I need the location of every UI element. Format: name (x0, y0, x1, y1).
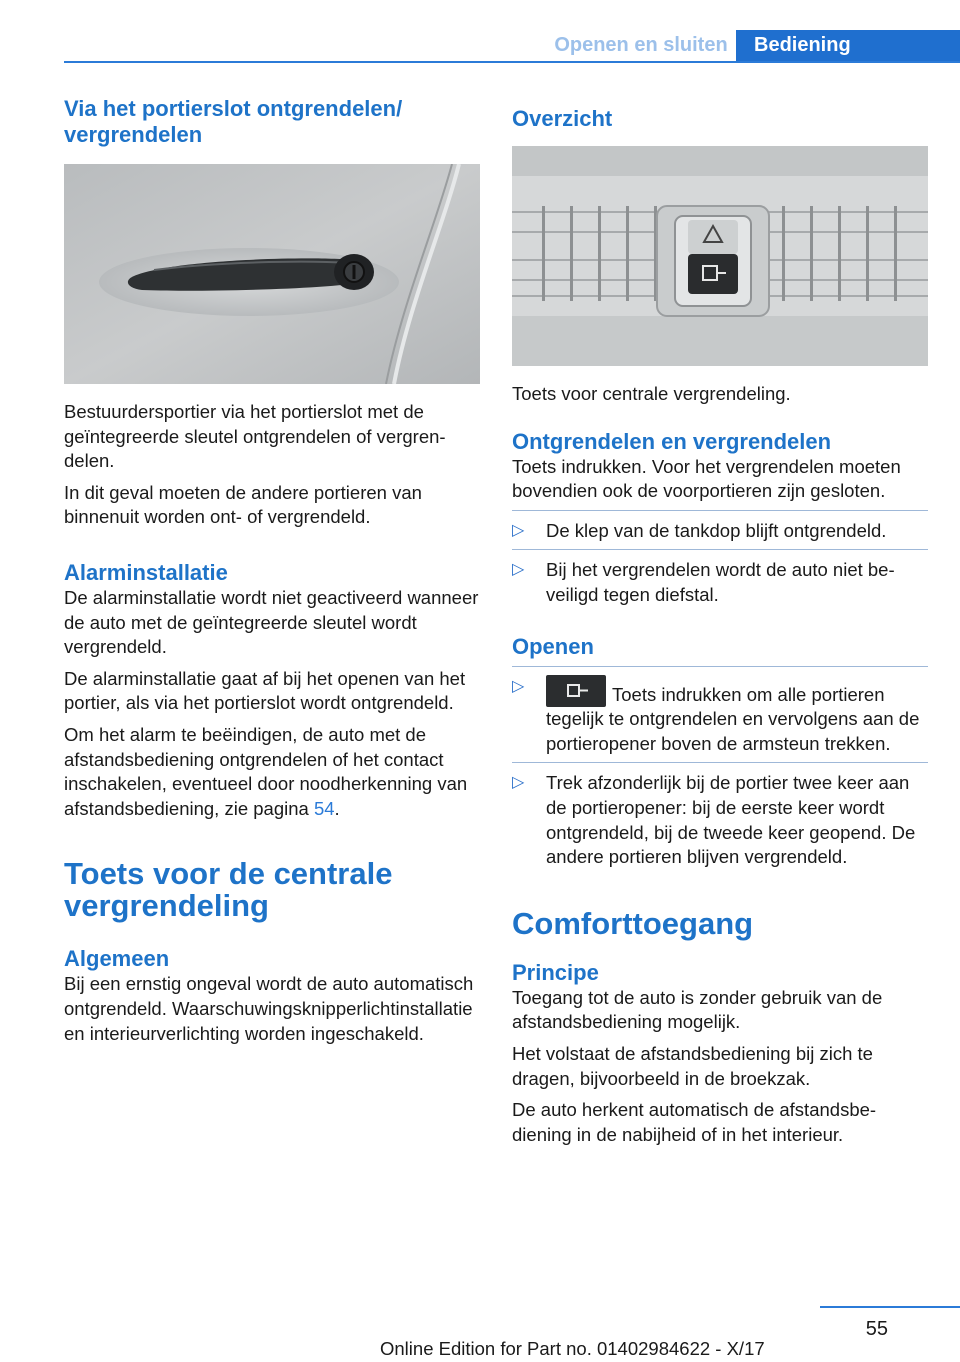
list-item (512, 675, 928, 757)
central-lock-icon (546, 675, 606, 707)
caption-button: Toets voor centrale vergrendeling. (512, 383, 791, 404)
page-number: 55 (865, 1318, 888, 1340)
list-item (512, 771, 928, 869)
heading-toets: Toets voor de centrale vergrendeling (64, 856, 393, 924)
list-item-text: De klep van de tankdop blijft ontgrendeld. (546, 519, 887, 541)
text-principe-1: Toegang tot de auto is zonder gebruik van de afstandsbediening mogelijk. (512, 986, 883, 1033)
header-rule (64, 61, 960, 63)
bullet-triangle-icon: ▷ (512, 521, 525, 539)
text-alarm-2: De alarminstallatie gaat af bij het openen van het portier, als via het portierslot wordt ontgrendeld. (64, 667, 466, 714)
bullet-triangle-icon: ▷ (512, 774, 525, 792)
heading-alarm: Alarminstallatie (64, 559, 228, 585)
list-item-text: Bij het vergrendelen wordt de auto niet beveiligd tegen diefstal. (546, 559, 895, 605)
divider (512, 549, 928, 550)
footer-rule (820, 1306, 960, 1308)
edition-footer: Online Edition for Part no. 01402984622 - X/17 (380, 1338, 765, 1359)
heading-ontgrendelen: Ontgrendelen en vergrendelen (512, 428, 832, 454)
heading-comfort: Comforttoegang (512, 905, 754, 941)
bullet-list-2b (512, 771, 928, 869)
text-portierslot: In dit geval moeten de andere portieren van binnenuit worden ont- of vergrendeld. (64, 481, 422, 528)
header-chapter-tab: Bediening (736, 30, 960, 61)
divider (512, 510, 928, 511)
divider (512, 666, 928, 667)
bullet-list-1 (512, 519, 928, 544)
list-item (512, 519, 928, 544)
bullet-triangle-icon: ▷ (512, 677, 525, 695)
bullet-list-1b (512, 558, 928, 607)
page-link[interactable]: 54 (313, 797, 335, 819)
text-alarm-1: De alarminstallatie wordt niet geactiveerd wanneer de auto met de geïntegreerde sleutel wordt vergrendeld. (64, 586, 479, 658)
left-column (64, 96, 480, 1046)
list-item-text: Trek afzonderlijk bij de portier twee keer aan de portieropener: bij de eerste keer wordt ontgrendeld, bij de tweede keer geopend. De andere portieren blijven vergrendeld. (546, 772, 916, 868)
text-algemeen: Bij een ernstig ongeval wordt de auto automatisch ontgrendeld. Waarschuwingsknipperlichtinstallatie en interieurverlichting worden ingeschakeld. (64, 973, 474, 1044)
text-alarm-3-end: . (334, 797, 340, 819)
door-handle-photo (64, 164, 480, 384)
list-item (512, 558, 928, 607)
divider (512, 762, 928, 763)
text-alarm-3 (64, 723, 480, 821)
list-item-text: Toets indrukken om alle portieren tegelijk te ontgrendelen en vervolgens aan de portieropener boven de armsteun trekken. (546, 683, 920, 754)
heading-principe: Principe (512, 959, 599, 985)
heading-openen: Openen (512, 633, 594, 659)
caption-door: Bestuurdersportier via het portierslot met de geïntegreerde sleutel ontgrendelen of vergrendelen. (64, 401, 446, 472)
bullet-triangle-icon: ▷ (512, 561, 525, 579)
heading-algemeen: Algemeen (64, 946, 170, 972)
text-principe-2: Het volstaat de afstandsbediening bij zich te dragen, bijvoorbeeld in de broekzak. (512, 1042, 873, 1089)
text-alarm-3-body: Om het alarm te beëindigen, de auto met de afstandsbediening ontgrendelen of het contact inschakelen, eventueel door noodherkenning van afstandsbediening, zie pagina (64, 723, 468, 819)
header-section-title: Openen en sluiten (554, 34, 728, 56)
right-column (512, 96, 928, 1147)
heading-portierslot: Via het portierslot ontgrendelen/ vergrendelen (64, 96, 403, 147)
central-locking-button-photo (512, 146, 928, 366)
text-principe-3: De auto herkent automatisch de afstandsbediening in de nabijheid of in het interieur. (512, 1099, 877, 1145)
text-ontgrendelen: Toets indrukken. Voor het vergrendelen moeten bovendien ook de voorportieren zijn gesloten. (512, 455, 901, 502)
bullet-list-2 (512, 675, 928, 757)
heading-overzicht: Overzicht (512, 106, 613, 131)
